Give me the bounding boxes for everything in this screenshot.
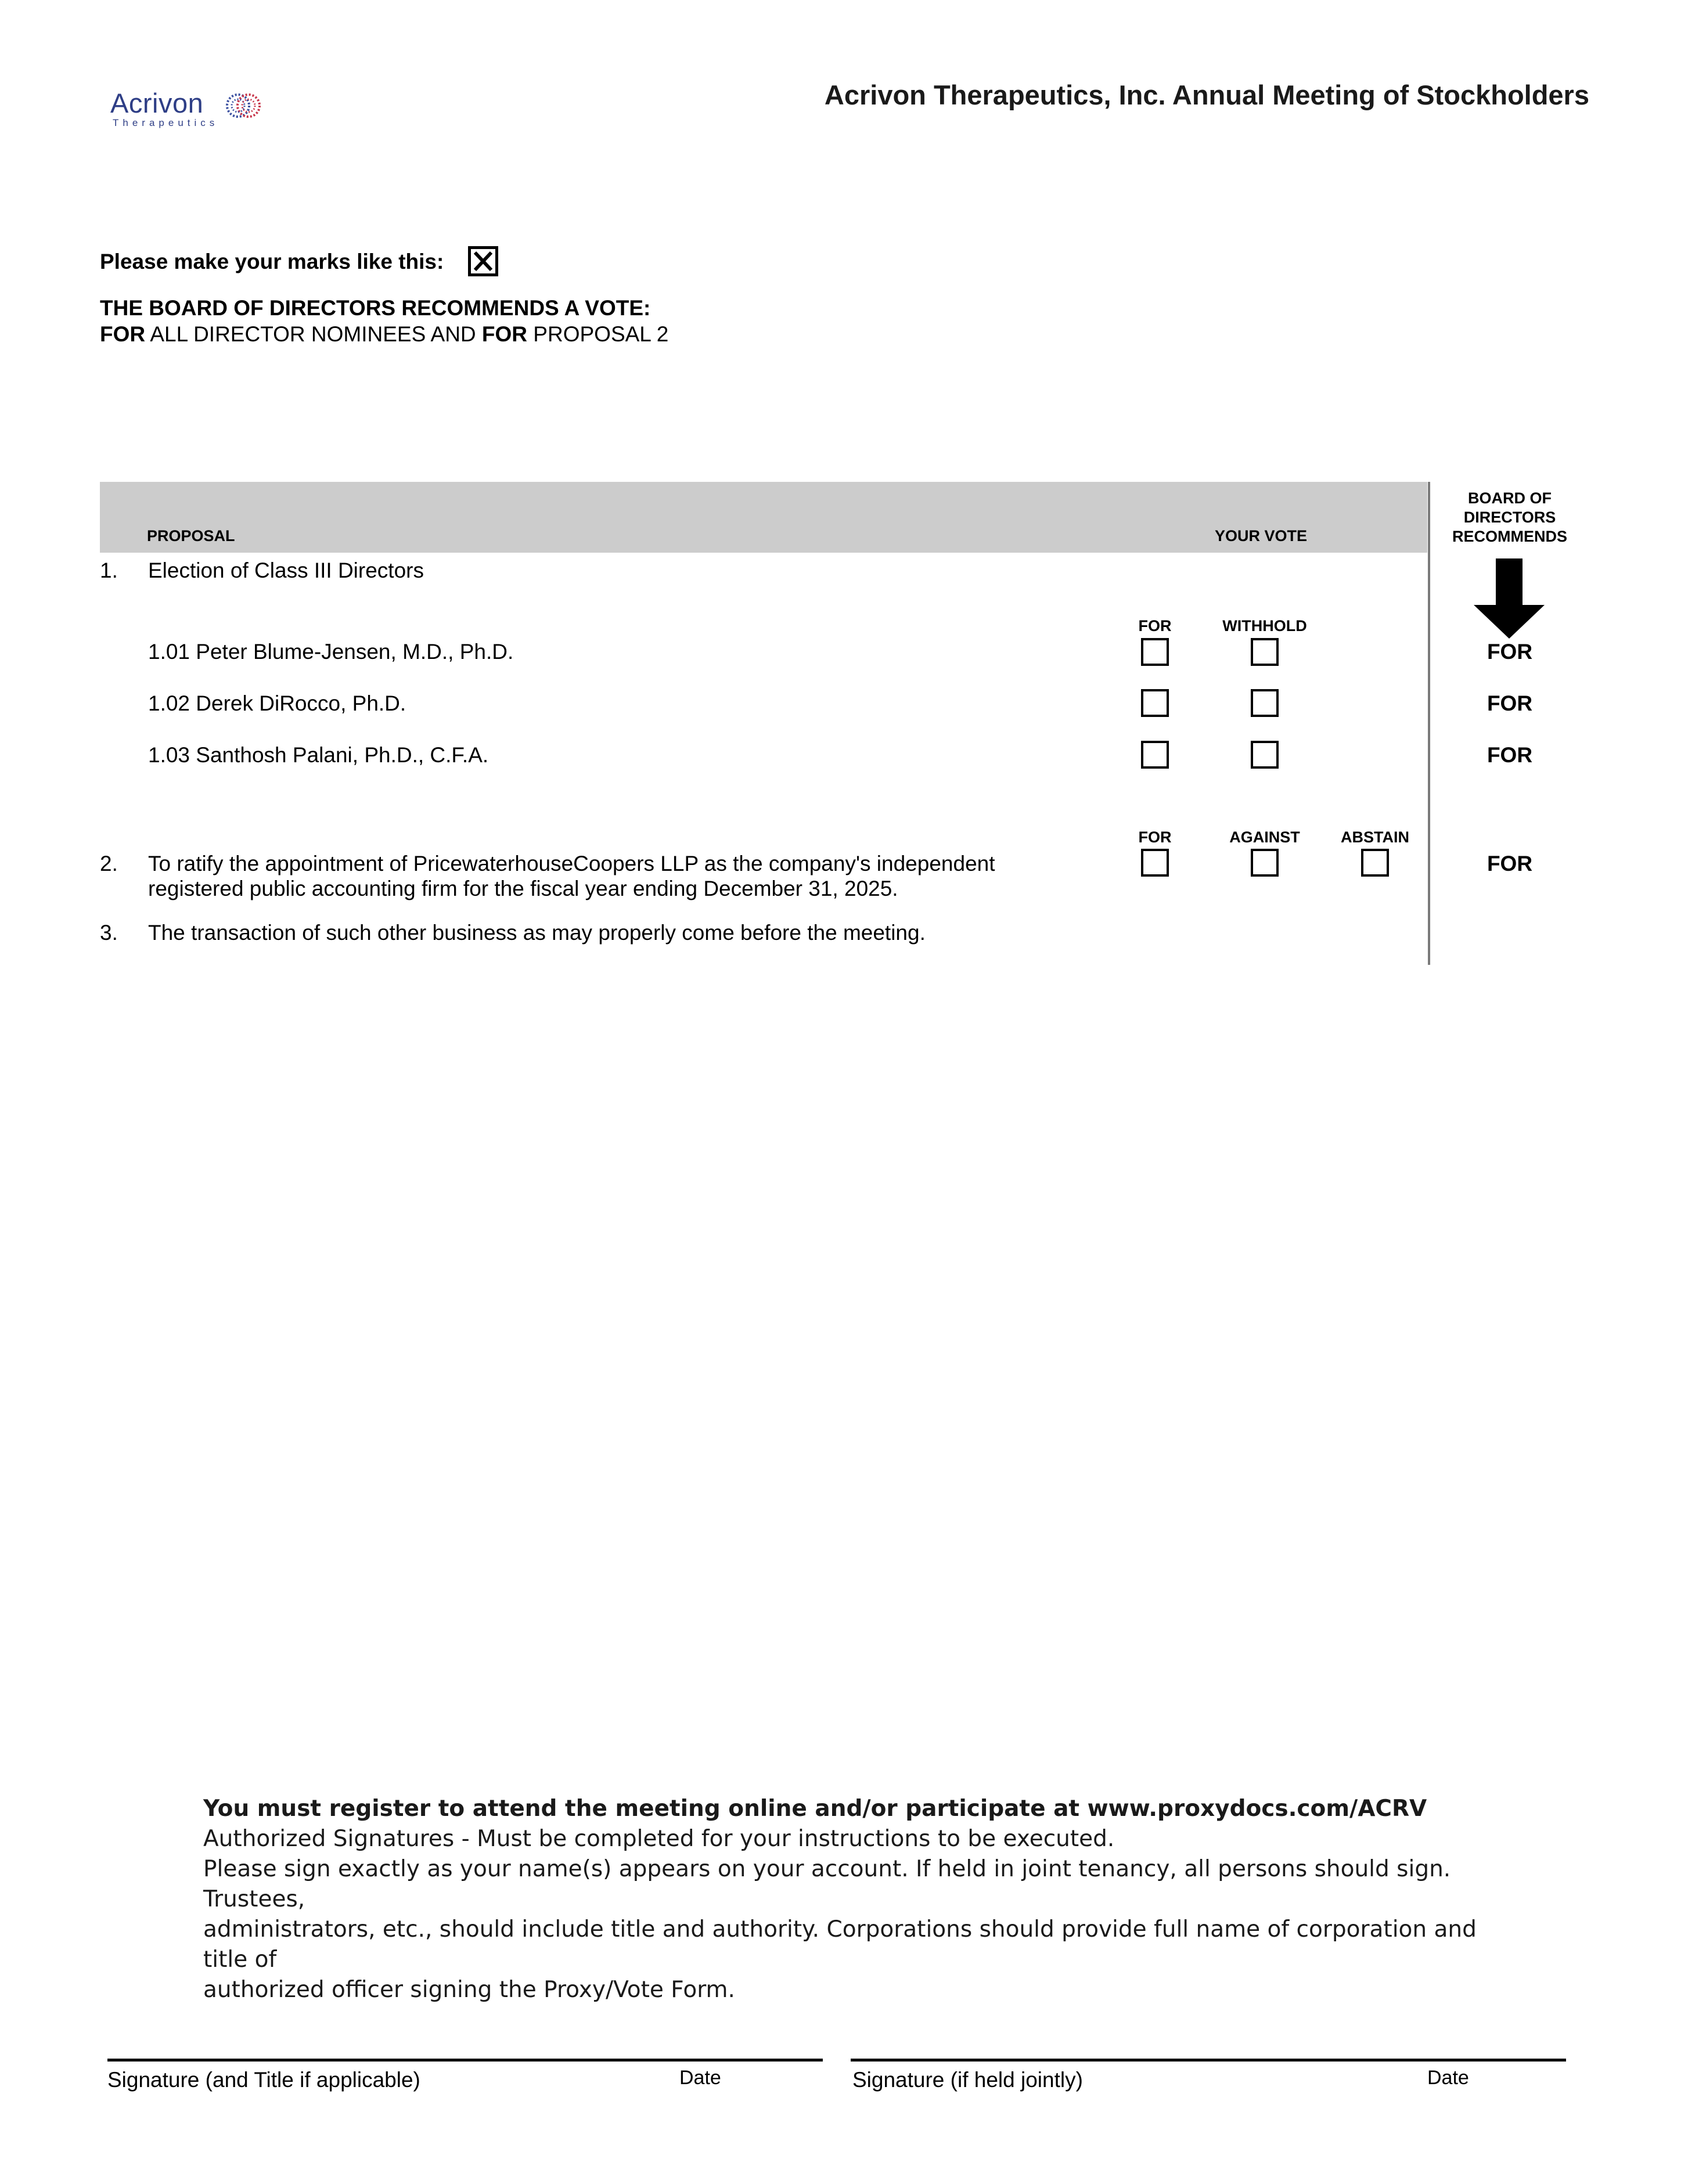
nominee-2-name: 1.02 Derek DiRocco, Ph.D. [148, 691, 406, 715]
your-vote-column-header: YOUR VOTE [1215, 527, 1308, 545]
nominee-1-name: 1.01 Peter Blume-Jensen, M.D., Ph.D. [148, 640, 514, 664]
nominee-2-recommendation: FOR [1487, 691, 1533, 715]
authorized-signatures-line: Authorized Signatures - Must be completed for your instructions to be executed. [203, 1826, 1115, 1852]
p1-withhold-column-label: WITHHOLD [1222, 617, 1307, 635]
example-checked-box [468, 246, 498, 276]
registration-notice [203, 1794, 1481, 2005]
signing-instructions-line1: Please sign exactly as your name(s) appears on your account. If held in joint tenancy, all persons should sign. Trustees, [203, 1856, 1451, 1912]
signature-2-line[interactable] [851, 2059, 1566, 2062]
proposal-2-recommendation: FOR [1487, 852, 1533, 875]
proposal-3-text: The transaction of such other business as may properly come before the meeting. [148, 921, 926, 945]
down-arrow-icon [1474, 558, 1545, 639]
signing-instructions-line2: administrators, etc., should include title and authority. Corporations should provide full name of corporation and title of [203, 1916, 1477, 1973]
signature-1-label: Signature (and Title if applicable) [107, 2068, 420, 2092]
board-recommendation-summary: FOR ALL DIRECTOR NOMINEES AND FOR PROPOSAL 2 [100, 322, 669, 346]
nominee-1-for-checkbox[interactable] [1141, 638, 1169, 666]
proposal-2-against-checkbox[interactable] [1251, 849, 1279, 877]
proposal-2-abstain-checkbox[interactable] [1361, 849, 1389, 877]
proposal-column-header: PROPOSAL [147, 527, 235, 545]
p2-for-column-label: FOR [1138, 828, 1172, 846]
date-2-label: Date [1427, 2067, 1469, 2089]
proposal-1-title: Election of Class III Directors [148, 558, 424, 582]
board-column-divider [1428, 482, 1430, 965]
p1-for-column-label: FOR [1138, 617, 1172, 635]
nominee-2-withhold-checkbox[interactable] [1251, 689, 1279, 717]
logo-rings-icon [225, 89, 261, 122]
logo-subtext: Therapeutics [113, 117, 219, 128]
company-logo [110, 87, 273, 134]
proposal-2-text-line1: To ratify the appointment of PricewaterhouseCoopers LLP as the company's independent [148, 852, 995, 875]
signing-instructions-line3: authorized officer signing the Proxy/Vote Form. [203, 1977, 735, 2003]
nominee-1-withhold-checkbox[interactable] [1251, 638, 1279, 666]
nominee-3-for-checkbox[interactable] [1141, 741, 1169, 769]
marks-instruction: Please make your marks like this: [100, 250, 444, 273]
proposal-3-number: 3. [100, 921, 118, 945]
p2-against-column-label: AGAINST [1229, 828, 1300, 846]
nominee-3-withhold-checkbox[interactable] [1251, 741, 1279, 769]
nominee-3-recommendation: FOR [1487, 743, 1533, 767]
nominee-3-name: 1.03 Santhosh Palani, Ph.D., C.F.A. [148, 743, 489, 767]
signature-2-label: Signature (if held jointly) [852, 2068, 1083, 2092]
nominee-1-recommendation: FOR [1487, 640, 1533, 664]
date-1-label: Date [679, 2067, 721, 2089]
proposal-2-for-checkbox[interactable] [1141, 849, 1169, 877]
proposal-2-number: 2. [100, 852, 118, 875]
proposal-2-text-line2: registered public accounting firm for the fiscal year ending December 31, 2025. [148, 877, 898, 900]
x-mark-icon [471, 249, 495, 273]
nominee-2-for-checkbox[interactable] [1141, 689, 1169, 717]
p2-abstain-column-label: ABSTAIN [1341, 828, 1409, 846]
board-recommendation-heading: THE BOARD OF DIRECTORS RECOMMENDS A VOTE: [100, 296, 651, 320]
logo-wordmark: Acrivon [110, 88, 204, 118]
signature-1-line[interactable] [107, 2059, 823, 2062]
board-recommends-header: BOARD OF DIRECTORS RECOMMENDS [1452, 489, 1567, 545]
proposal-1-number: 1. [100, 558, 118, 582]
register-line: You must register to attend the meeting online and/or participate at www.proxydocs.com/ACRV [203, 1796, 1427, 1822]
document-title: Acrivon Therapeutics, Inc. Annual Meeting of Stockholders [824, 80, 1589, 110]
